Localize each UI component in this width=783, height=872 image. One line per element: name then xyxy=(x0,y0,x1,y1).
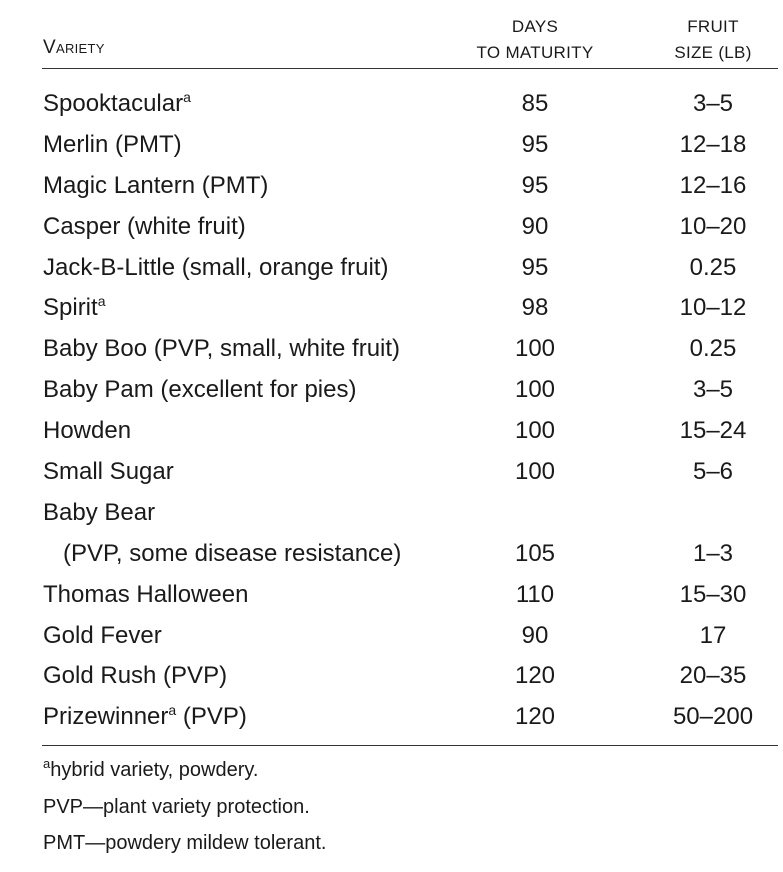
fruit-size-cell: 0.25 xyxy=(689,253,737,281)
table-row xyxy=(0,616,783,657)
footnote xyxy=(43,825,326,862)
footnote-text: PMT—powdery mildew tolerant. xyxy=(43,832,327,854)
variety-name: Baby Bear xyxy=(43,498,156,526)
table-body xyxy=(0,84,783,738)
fruit-size-cell: 15–24 xyxy=(679,417,747,445)
days-cell: 120 xyxy=(514,703,556,731)
variety-cell xyxy=(43,493,155,534)
table-row xyxy=(0,84,783,125)
variety-name: Small Sugar xyxy=(43,458,174,486)
variety-cell xyxy=(43,166,268,207)
variety-name: Gold Fever xyxy=(43,621,162,649)
variety-cell xyxy=(43,207,246,248)
days-cell: 100 xyxy=(514,417,556,445)
footnote xyxy=(43,789,326,826)
table-row xyxy=(0,575,783,616)
days-cell: 120 xyxy=(514,662,556,690)
header-rule xyxy=(42,68,778,69)
days-cell: 95 xyxy=(521,171,549,199)
table-row xyxy=(0,452,783,493)
days-cell: 105 xyxy=(514,539,556,567)
variety-name: Gold Rush (PVP) xyxy=(43,662,228,690)
header-size-line2: SIZE (LB) xyxy=(674,43,752,62)
fruit-size-cell: 12–18 xyxy=(679,130,747,158)
variety-cell xyxy=(43,616,162,657)
table-row xyxy=(0,534,783,575)
variety-cell xyxy=(43,452,174,493)
footnote-marker: a xyxy=(97,293,106,310)
variety-name: Baby Boo (PVP, small, white fruit) xyxy=(43,335,401,363)
variety-cell xyxy=(43,84,191,125)
variety-name: Merlin (PMT) xyxy=(43,130,182,158)
table-row xyxy=(0,493,783,534)
variety-name: Thomas Halloween xyxy=(43,580,249,608)
days-cell: 100 xyxy=(514,335,556,363)
header-size-line1: FRUIT xyxy=(687,17,739,36)
fruit-size-cell: 20–35 xyxy=(679,662,747,690)
variety-cell xyxy=(63,534,401,575)
days-cell: 100 xyxy=(514,376,556,404)
days-cell: 85 xyxy=(521,90,549,117)
table-row xyxy=(0,248,783,289)
table-row xyxy=(0,166,783,207)
variety-cell xyxy=(43,288,105,329)
fruit-size-cell: 0.25 xyxy=(689,335,737,363)
header-days-line2: TO MATURITY xyxy=(476,43,594,62)
header-days-to-maturity xyxy=(460,14,610,66)
fruit-size-cell: 15–30 xyxy=(679,580,747,608)
days-cell: 98 xyxy=(521,294,549,322)
fruit-size-cell: 10–12 xyxy=(679,294,747,322)
footnote-marker: a xyxy=(183,89,191,105)
variety-name: Baby Pam (excellent for pies) xyxy=(43,376,357,404)
table-row xyxy=(0,411,783,452)
footer-rule xyxy=(42,745,778,746)
fruit-size-cell: 12–16 xyxy=(679,171,747,199)
variety-cell xyxy=(43,697,247,738)
table-row xyxy=(0,125,783,166)
variety-name: Jack-B-Little (small, orange fruit) xyxy=(43,253,389,281)
variety-name: Casper (white fruit) xyxy=(43,212,246,240)
fruit-size-cell: 10–20 xyxy=(679,212,747,240)
variety-suffix: (PVP) xyxy=(176,703,247,731)
variety-cell xyxy=(43,248,388,289)
variety-name: Howden xyxy=(43,417,132,445)
fruit-size-cell: 3–5 xyxy=(692,90,734,117)
variety-name: Spooktacular xyxy=(43,90,184,117)
days-cell: 100 xyxy=(514,458,556,486)
table-row xyxy=(0,288,783,329)
table-row xyxy=(0,207,783,248)
days-cell: 90 xyxy=(521,621,549,649)
days-cell: 95 xyxy=(521,130,549,158)
footnote-text: hybrid variety, powdery. xyxy=(50,759,259,781)
header-variety: Variety xyxy=(43,37,105,58)
variety-cell xyxy=(43,656,227,697)
variety-cell xyxy=(43,575,248,616)
variety-name: Spirit xyxy=(43,294,98,322)
variety-cell xyxy=(43,370,356,411)
table-row xyxy=(0,656,783,697)
footnotes xyxy=(43,752,326,862)
table-row xyxy=(0,329,783,370)
footnote xyxy=(43,752,326,789)
fruit-size-cell: 50–200 xyxy=(672,703,754,731)
variety-name: Prizewinner xyxy=(43,703,169,731)
variety-cell xyxy=(43,125,182,166)
footnote-marker: a xyxy=(43,756,51,771)
header-fruit-size xyxy=(648,14,778,66)
days-cell: 90 xyxy=(521,212,549,240)
variety-name: Magic Lantern (PMT) xyxy=(43,171,269,199)
variety-cell xyxy=(43,411,131,452)
variety-cell xyxy=(43,329,400,370)
fruit-size-cell: 17 xyxy=(699,621,727,649)
variety-name: (PVP, some disease resistance) xyxy=(63,539,402,567)
table-row xyxy=(0,370,783,411)
days-cell: 95 xyxy=(521,253,549,281)
footnote-marker: a xyxy=(168,702,177,719)
days-cell: 110 xyxy=(515,580,555,608)
fruit-size-cell: 1–3 xyxy=(692,539,734,567)
table-row xyxy=(0,697,783,738)
header-days-line1: DAYS xyxy=(511,17,559,36)
fruit-size-cell: 3–5 xyxy=(692,376,734,404)
fruit-size-cell: 5–6 xyxy=(692,458,734,486)
footnote-text: PVP—plant variety protection. xyxy=(43,795,310,818)
